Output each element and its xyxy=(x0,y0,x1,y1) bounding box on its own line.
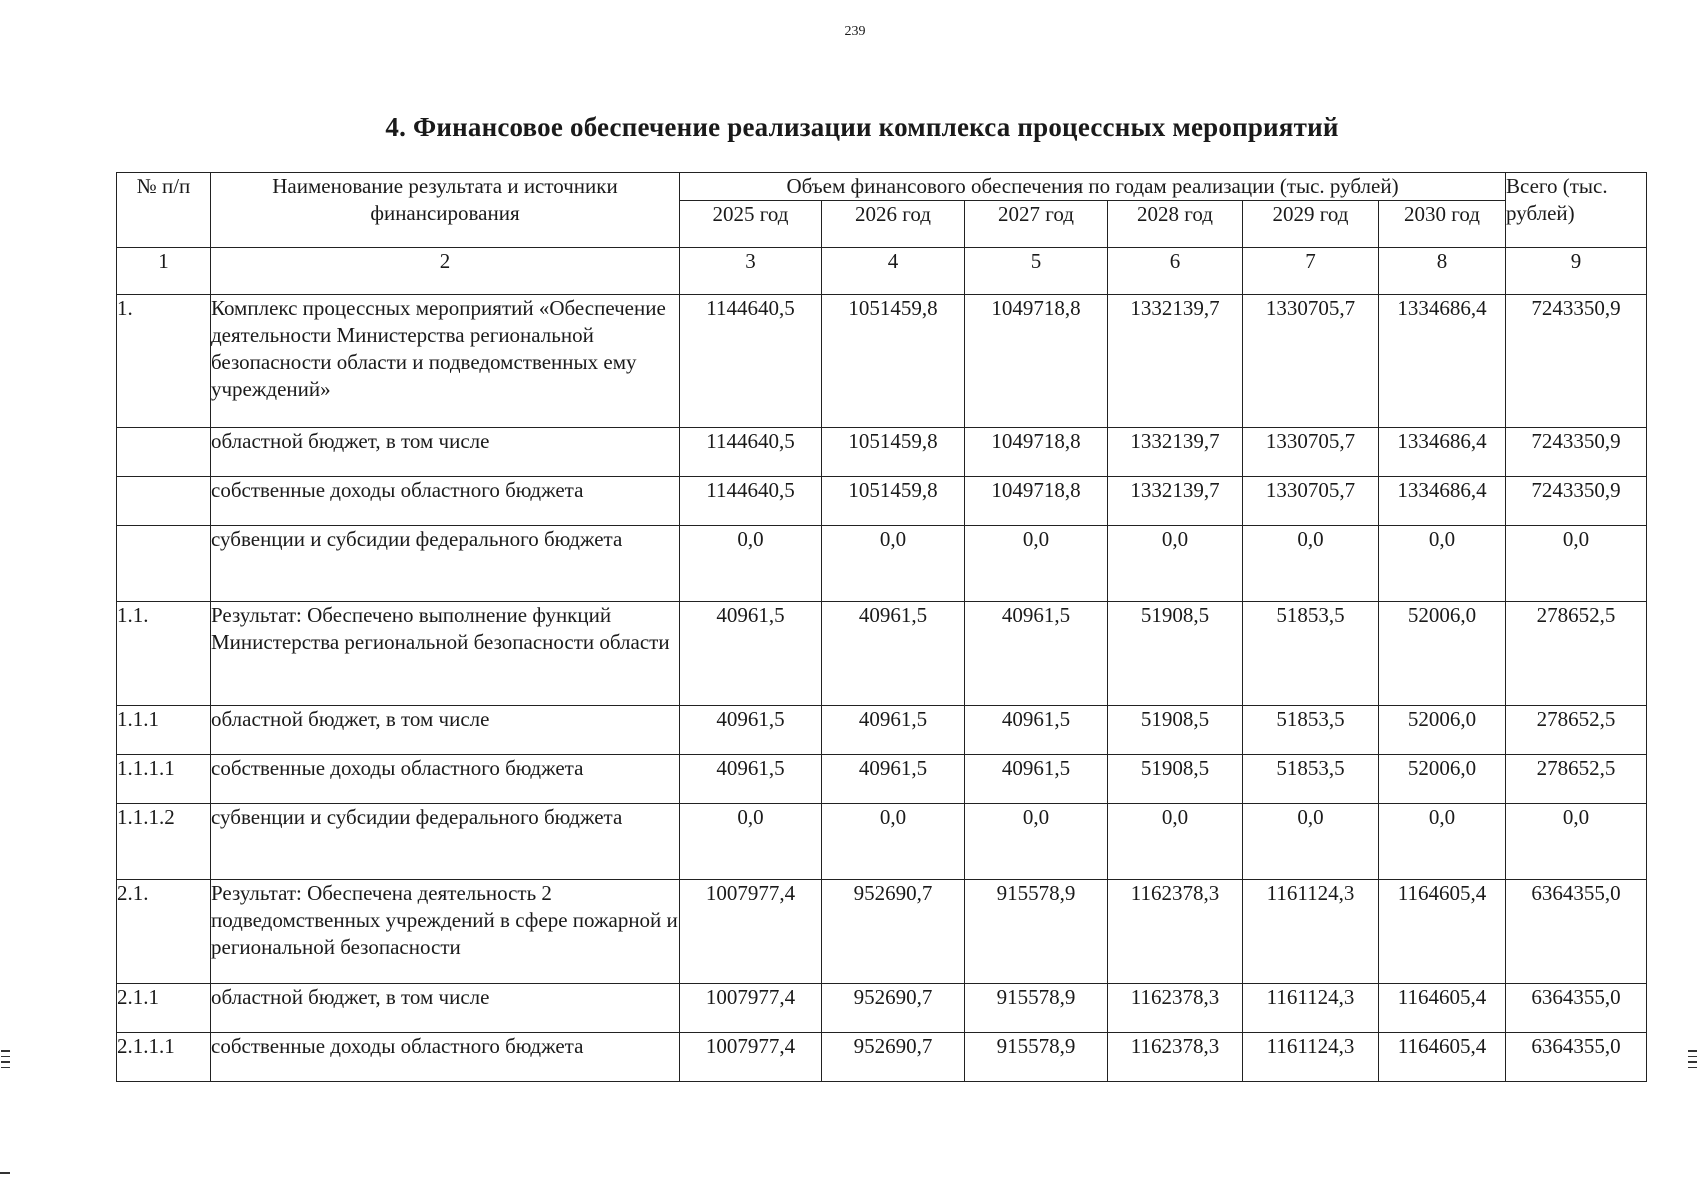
row-value: 40961,5 xyxy=(822,705,965,754)
row-value: 40961,5 xyxy=(965,705,1108,754)
row-value: 1051459,8 xyxy=(822,476,965,525)
row-value: 51908,5 xyxy=(1108,601,1243,705)
row-value: 1007977,4 xyxy=(680,879,822,983)
row-value: 1049718,8 xyxy=(965,294,1108,427)
row-value: 1051459,8 xyxy=(822,427,965,476)
table-row xyxy=(117,427,1647,476)
row-total: 278652,5 xyxy=(1506,705,1647,754)
row-value: 51853,5 xyxy=(1243,705,1379,754)
row-total: 7243350,9 xyxy=(1506,476,1647,525)
row-value: 1161124,3 xyxy=(1243,983,1379,1032)
row-value: 1007977,4 xyxy=(680,983,822,1032)
row-value: 1330705,7 xyxy=(1243,476,1379,525)
header-year: 2028 год xyxy=(1108,200,1243,247)
column-index: 3 xyxy=(680,247,822,294)
row-value: 1144640,5 xyxy=(680,476,822,525)
row-number: 2.1.1.1 xyxy=(117,1032,211,1081)
row-number: 1. xyxy=(117,294,211,427)
header-year: 2029 год xyxy=(1243,200,1379,247)
row-number xyxy=(117,476,211,525)
row-value: 1164605,4 xyxy=(1379,879,1506,983)
row-value: 1330705,7 xyxy=(1243,294,1379,427)
column-index: 4 xyxy=(822,247,965,294)
row-value: 1334686,4 xyxy=(1379,427,1506,476)
row-value: 1051459,8 xyxy=(822,294,965,427)
row-name: субвенции и субсидии федерального бюджета xyxy=(211,525,680,601)
row-value: 952690,7 xyxy=(822,879,965,983)
header-name: Наименование результата и источники финансирования xyxy=(211,173,680,248)
row-value: 0,0 xyxy=(1243,525,1379,601)
row-value: 40961,5 xyxy=(680,754,822,803)
table-row xyxy=(117,476,1647,525)
row-value: 0,0 xyxy=(1379,525,1506,601)
row-value: 0,0 xyxy=(1243,803,1379,879)
row-total: 7243350,9 xyxy=(1506,427,1647,476)
row-name: субвенции и субсидии федерального бюджета xyxy=(211,803,680,879)
header-year: 2025 год xyxy=(680,200,822,247)
table-row xyxy=(117,879,1647,983)
row-value: 1162378,3 xyxy=(1108,983,1243,1032)
page-title: 4. Финансовое обеспечение реализации комплекса процессных мероприятий xyxy=(385,112,1339,142)
header-num: № п/п xyxy=(117,173,211,248)
row-value: 1334686,4 xyxy=(1379,476,1506,525)
row-value: 40961,5 xyxy=(822,601,965,705)
row-total: 6364355,0 xyxy=(1506,1032,1647,1081)
column-index-row xyxy=(117,247,1647,294)
row-total: 7243350,9 xyxy=(1506,294,1647,427)
row-number: 1.1.1.1 xyxy=(117,754,211,803)
page-number: 239 xyxy=(844,24,866,39)
column-index: 2 xyxy=(211,247,680,294)
column-index: 5 xyxy=(965,247,1108,294)
row-value: 51908,5 xyxy=(1108,705,1243,754)
row-value: 915578,9 xyxy=(965,1032,1108,1081)
row-value: 52006,0 xyxy=(1379,754,1506,803)
row-value: 1330705,7 xyxy=(1243,427,1379,476)
row-name: Комплекс процессных мероприятий «Обеспечение деятельности Министерства региональной безопасности области и подведомственных ему учреждений» xyxy=(211,294,680,427)
row-value: 51908,5 xyxy=(1108,754,1243,803)
table-row xyxy=(117,705,1647,754)
column-index: 1 xyxy=(117,247,211,294)
row-name: областной бюджет, в том числе xyxy=(211,983,680,1032)
row-value: 52006,0 xyxy=(1379,705,1506,754)
row-value: 1049718,8 xyxy=(965,427,1108,476)
table-row xyxy=(117,525,1647,601)
header-total: Всего (тыс. рублей) xyxy=(1506,173,1647,248)
row-name: Результат: Обеспечено выполнение функций Министерства региональной безопасности области xyxy=(211,601,680,705)
row-total: 0,0 xyxy=(1506,525,1647,601)
row-number xyxy=(117,525,211,601)
right-margin-marks xyxy=(1688,1050,1697,1072)
row-number xyxy=(117,427,211,476)
row-value: 1007977,4 xyxy=(680,1032,822,1081)
row-name: областной бюджет, в том числе xyxy=(211,427,680,476)
column-index: 9 xyxy=(1506,247,1647,294)
row-value: 0,0 xyxy=(680,525,822,601)
column-index: 8 xyxy=(1379,247,1506,294)
row-value: 0,0 xyxy=(965,525,1108,601)
row-number: 2.1. xyxy=(117,879,211,983)
row-name: Результат: Обеспечена деятельность 2 подведомственных учреждений в сфере пожарной и региональной безопасности xyxy=(211,879,680,983)
row-value: 915578,9 xyxy=(965,879,1108,983)
row-value: 40961,5 xyxy=(965,754,1108,803)
header-year: 2027 год xyxy=(965,200,1108,247)
row-value: 1162378,3 xyxy=(1108,1032,1243,1081)
row-value: 0,0 xyxy=(965,803,1108,879)
row-value: 40961,5 xyxy=(680,705,822,754)
row-value: 1144640,5 xyxy=(680,294,822,427)
row-value: 40961,5 xyxy=(822,754,965,803)
column-index: 6 xyxy=(1108,247,1243,294)
row-name: областной бюджет, в том числе xyxy=(211,705,680,754)
row-value: 51853,5 xyxy=(1243,601,1379,705)
row-value: 40961,5 xyxy=(965,601,1108,705)
header-row-1 xyxy=(117,173,1647,201)
row-total: 278652,5 xyxy=(1506,754,1647,803)
row-value: 0,0 xyxy=(1108,803,1243,879)
header-years-group: Объем финансового обеспечения по годам реализации (тыс. рублей) xyxy=(680,173,1506,201)
row-total: 6364355,0 xyxy=(1506,879,1647,983)
row-value: 52006,0 xyxy=(1379,601,1506,705)
row-value: 1164605,4 xyxy=(1379,1032,1506,1081)
row-value: 51853,5 xyxy=(1243,754,1379,803)
edge-tick xyxy=(0,1172,10,1174)
row-value: 0,0 xyxy=(822,803,965,879)
header-year: 2026 год xyxy=(822,200,965,247)
row-value: 0,0 xyxy=(822,525,965,601)
row-total: 278652,5 xyxy=(1506,601,1647,705)
row-value: 1334686,4 xyxy=(1379,294,1506,427)
row-value: 1332139,7 xyxy=(1108,427,1243,476)
row-number: 1.1.1.2 xyxy=(117,803,211,879)
row-total: 0,0 xyxy=(1506,803,1647,879)
row-number: 1.1. xyxy=(117,601,211,705)
row-value: 1332139,7 xyxy=(1108,294,1243,427)
row-value: 1162378,3 xyxy=(1108,879,1243,983)
row-total: 6364355,0 xyxy=(1506,983,1647,1032)
row-value: 1144640,5 xyxy=(680,427,822,476)
row-value: 1164605,4 xyxy=(1379,983,1506,1032)
table-row xyxy=(117,601,1647,705)
row-value: 40961,5 xyxy=(680,601,822,705)
row-value: 0,0 xyxy=(1108,525,1243,601)
row-number: 1.1.1 xyxy=(117,705,211,754)
row-value: 0,0 xyxy=(1379,803,1506,879)
left-margin-marks xyxy=(1,1050,10,1072)
table-row xyxy=(117,294,1647,427)
row-value: 1049718,8 xyxy=(965,476,1108,525)
row-value: 1332139,7 xyxy=(1108,476,1243,525)
row-name: собственные доходы областного бюджета xyxy=(211,476,680,525)
row-value: 915578,9 xyxy=(965,983,1108,1032)
header-year: 2030 год xyxy=(1379,200,1506,247)
column-index: 7 xyxy=(1243,247,1379,294)
row-value: 1161124,3 xyxy=(1243,1032,1379,1081)
row-value: 1161124,3 xyxy=(1243,879,1379,983)
row-value: 0,0 xyxy=(680,803,822,879)
row-value: 952690,7 xyxy=(822,983,965,1032)
row-number: 2.1.1 xyxy=(117,983,211,1032)
financing-table xyxy=(116,172,1647,1082)
table-row xyxy=(117,983,1647,1032)
table-row xyxy=(117,1032,1647,1081)
table-row xyxy=(117,803,1647,879)
table-row xyxy=(117,754,1647,803)
table-body xyxy=(117,294,1647,1081)
row-value: 952690,7 xyxy=(822,1032,965,1081)
row-name: собственные доходы областного бюджета xyxy=(211,754,680,803)
row-name: собственные доходы областного бюджета xyxy=(211,1032,680,1081)
